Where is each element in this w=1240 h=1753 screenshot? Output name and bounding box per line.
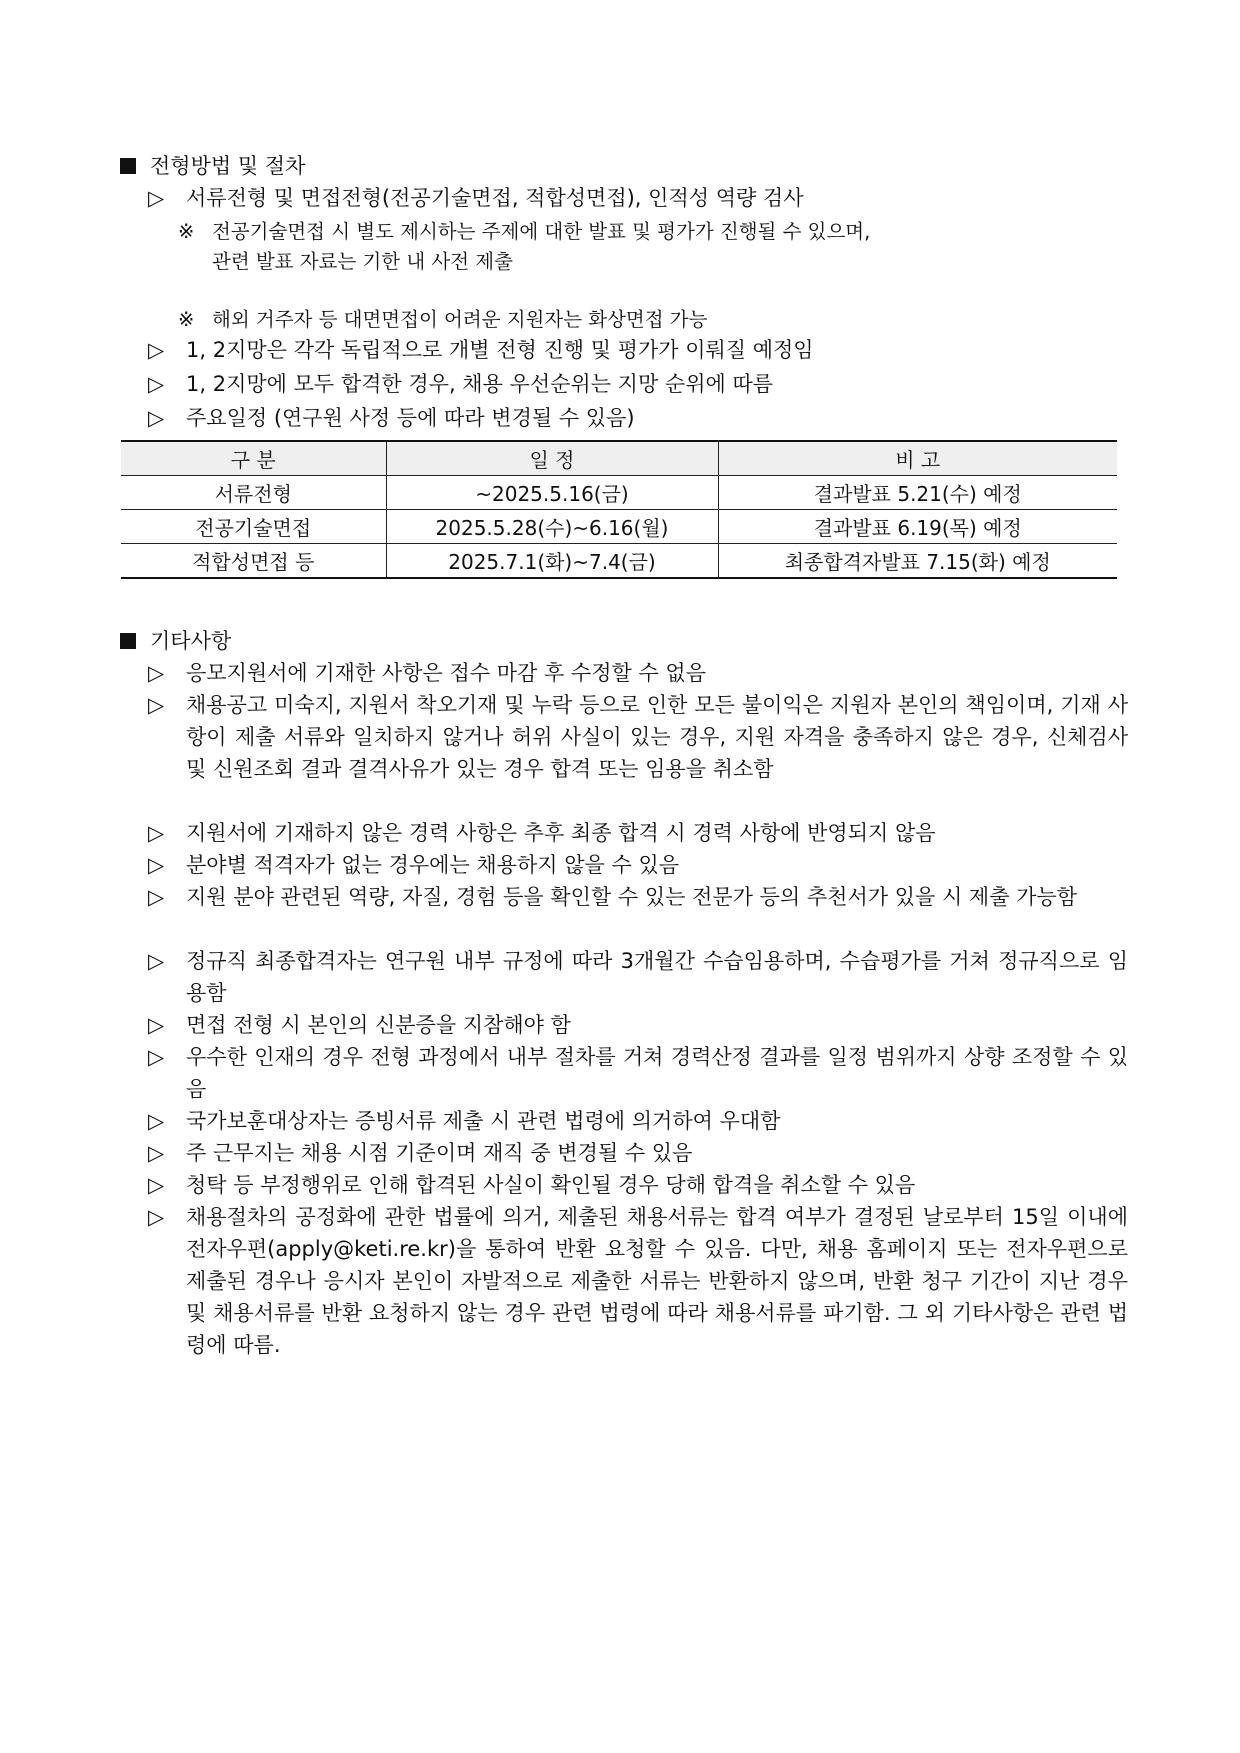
- triangle-bullet-icon: ▷: [148, 693, 165, 717]
- list-item-text: 지원서에 기재하지 않은 경력 사항은 추후 최종 합격 시 경력 사항에 반영되지 않음: [186, 821, 936, 845]
- list-item-text: 응모지원서에 기재한 사항은 접수 마감 후 수정할 수 없음: [186, 661, 706, 685]
- triangle-bullet-icon: ▷: [148, 1045, 165, 1069]
- triangle-bullet-icon: ▷: [148, 406, 165, 430]
- triangle-bullet-icon: ▷: [148, 1141, 165, 1165]
- triangle-bullet-icon: ▷: [148, 338, 165, 362]
- list-item-text: 국가보훈대상자는 증빙서류 제출 시 관련 법령에 의거하여 우대함: [186, 1109, 781, 1133]
- triangle-bullet-icon: ▷: [148, 821, 165, 845]
- list-item-text: 1, 2지망에 모두 합격한 경우, 채용 우선순위는 지망 순위에 따름: [186, 372, 774, 396]
- list-item: [148, 402, 1128, 434]
- list-item-text: 지원 분야 관련된 역량, 자질, 경험 등을 확인할 수 있는 전문가 등의 추천서가 있을 시 제출 가능함: [186, 885, 1078, 909]
- note-text: 전공기술면접 시 별도 제시하는 주제에 대한 발표 및 평가가 진행될 수 있으며,: [212, 220, 871, 243]
- column-header: 구 분: [121, 441, 386, 476]
- section-heading-procedure: [120, 152, 305, 180]
- list-item-text: 청탁 등 부정행위로 인해 합격된 사실이 확인될 경우 당해 합격을 취소할 수 있음: [186, 1173, 916, 1197]
- list-item: [148, 657, 1128, 689]
- list-item-text: 서류전형 및 면접전형(전공기술면접, 적합성면접), 인적성 역량 검사: [186, 186, 804, 210]
- list-item: [148, 1105, 1128, 1137]
- list-item: [148, 368, 1128, 400]
- list-item-text: 1, 2지망은 각각 독립적으로 개별 전형 진행 및 평가가 이뤄질 예정임: [186, 338, 814, 362]
- list-item: [148, 689, 1128, 785]
- triangle-bullet-icon: ▷: [148, 1013, 165, 1037]
- triangle-bullet-icon: ▷: [148, 1109, 165, 1133]
- list-item-text: 주 근무지는 채용 시점 기준이며 재직 중 변경될 수 있음: [186, 1141, 693, 1165]
- table-header-row: [121, 441, 1117, 476]
- list-item: [148, 849, 1128, 881]
- list-item-text: 채용공고 미숙지, 지원서 착오기재 및 누락 등으로 인한 모든 불이익은 지원자 본인의 책임이며, 기재 사항이 제출 서류와 일치하지 않거나 허위 사실이 있는 경우, 지원 자격을 충족하지 않은 경우, 신체검사 및 신원조회 결과 결격사유가 있는 경우 합격 또는 임용을 취소함: [186, 693, 1128, 781]
- column-header: 일 정: [386, 441, 718, 476]
- square-bullet-icon: [120, 633, 136, 649]
- note-item: [178, 217, 1128, 247]
- list-item-text: 주요일정 (연구원 사정 등에 따라 변경될 수 있음): [186, 406, 635, 430]
- table-row: [121, 476, 1117, 510]
- triangle-bullet-icon: ▷: [148, 186, 165, 210]
- list-item: [148, 1201, 1128, 1361]
- section-heading-other: [120, 627, 231, 655]
- list-item: [148, 1041, 1128, 1105]
- list-item: [148, 1169, 1128, 1201]
- list-item: [148, 881, 1128, 913]
- triangle-bullet-icon: ▷: [148, 853, 165, 877]
- list-item: [148, 334, 1128, 366]
- list-item-text: 채용절차의 공정화에 관한 법률에 의거, 제출된 채용서류는 합격 여부가 결정된 날로부터 15일 이내에 전자우편(apply@keti.re.kr)을 통하여 반환 요청할 수 있음. 다만, 채용 홈페이지 또는 전자우편으로 제출된 경우나 응시자 본인이 자발적으로 제출한 서류는 반환하지 않으며, 반환 청구 기간이 지난 경우 및 채용서류를 반환 요청하지 않는 경우 관련 법령에 따라 채용서류를 파기함. 그 외 기타사항은 관련 법령에 따름.: [186, 1205, 1128, 1357]
- table-cell: 2025.7.1(화)~7.4(금): [386, 544, 718, 579]
- triangle-bullet-icon: ▷: [148, 661, 165, 685]
- column-header: 비 고: [718, 441, 1117, 476]
- table-cell: 결과발표 6.19(목) 예정: [718, 510, 1117, 544]
- triangle-bullet-icon: ▷: [148, 1205, 165, 1229]
- table-cell: 전공기술면접: [121, 510, 386, 544]
- triangle-bullet-icon: ▷: [148, 885, 165, 909]
- list-item: [148, 817, 1128, 849]
- table-row: [121, 544, 1117, 579]
- list-item-text: 면접 전형 시 본인의 신분증을 지참해야 함: [186, 1013, 571, 1037]
- list-item: [148, 1137, 1128, 1169]
- table-cell: ~2025.5.16(금): [386, 476, 718, 510]
- list-item: [148, 1009, 1128, 1041]
- table-cell: 결과발표 5.21(수) 예정: [718, 476, 1117, 510]
- list-item-text: 우수한 인재의 경우 전형 과정에서 내부 절차를 거쳐 경력산정 결과를 일정 범위까지 상향 조정할 수 있음: [186, 1045, 1128, 1101]
- section-title: 기타사항: [150, 629, 232, 653]
- list-item-text: 분야별 적격자가 없는 경우에는 채용하지 않을 수 있음: [186, 853, 680, 877]
- note-item: [178, 305, 1128, 335]
- square-bullet-icon: [120, 158, 136, 174]
- table-cell: 적합성면접 등: [121, 544, 386, 579]
- table-cell: 2025.5.28(수)~6.16(월): [386, 510, 718, 544]
- triangle-bullet-icon: ▷: [148, 949, 165, 973]
- section-title: 전형방법 및 절차: [150, 154, 306, 178]
- table-cell: 최종합격자발표 7.15(화) 예정: [718, 544, 1117, 579]
- list-item-text: 정규직 최종합격자는 연구원 내부 규정에 따라 3개월간 수습임용하며, 수습평가를 거쳐 정규직으로 임용함: [186, 949, 1128, 1005]
- list-item: [148, 182, 1128, 214]
- table-cell: 서류전형: [121, 476, 386, 510]
- reference-mark-icon: ※: [178, 308, 195, 331]
- note-item-continued: [178, 247, 1128, 277]
- triangle-bullet-icon: ▷: [148, 1173, 165, 1197]
- schedule-table: [121, 440, 1117, 579]
- list-item: [148, 945, 1128, 1009]
- note-text: 해외 거주자 등 대면면접이 어려운 지원자는 화상면접 가능: [212, 308, 708, 331]
- triangle-bullet-icon: ▷: [148, 372, 165, 396]
- reference-mark-icon: ※: [178, 220, 195, 243]
- table-row: [121, 510, 1117, 544]
- note-text: 관련 발표 자료는 기한 내 사전 제출: [212, 250, 513, 273]
